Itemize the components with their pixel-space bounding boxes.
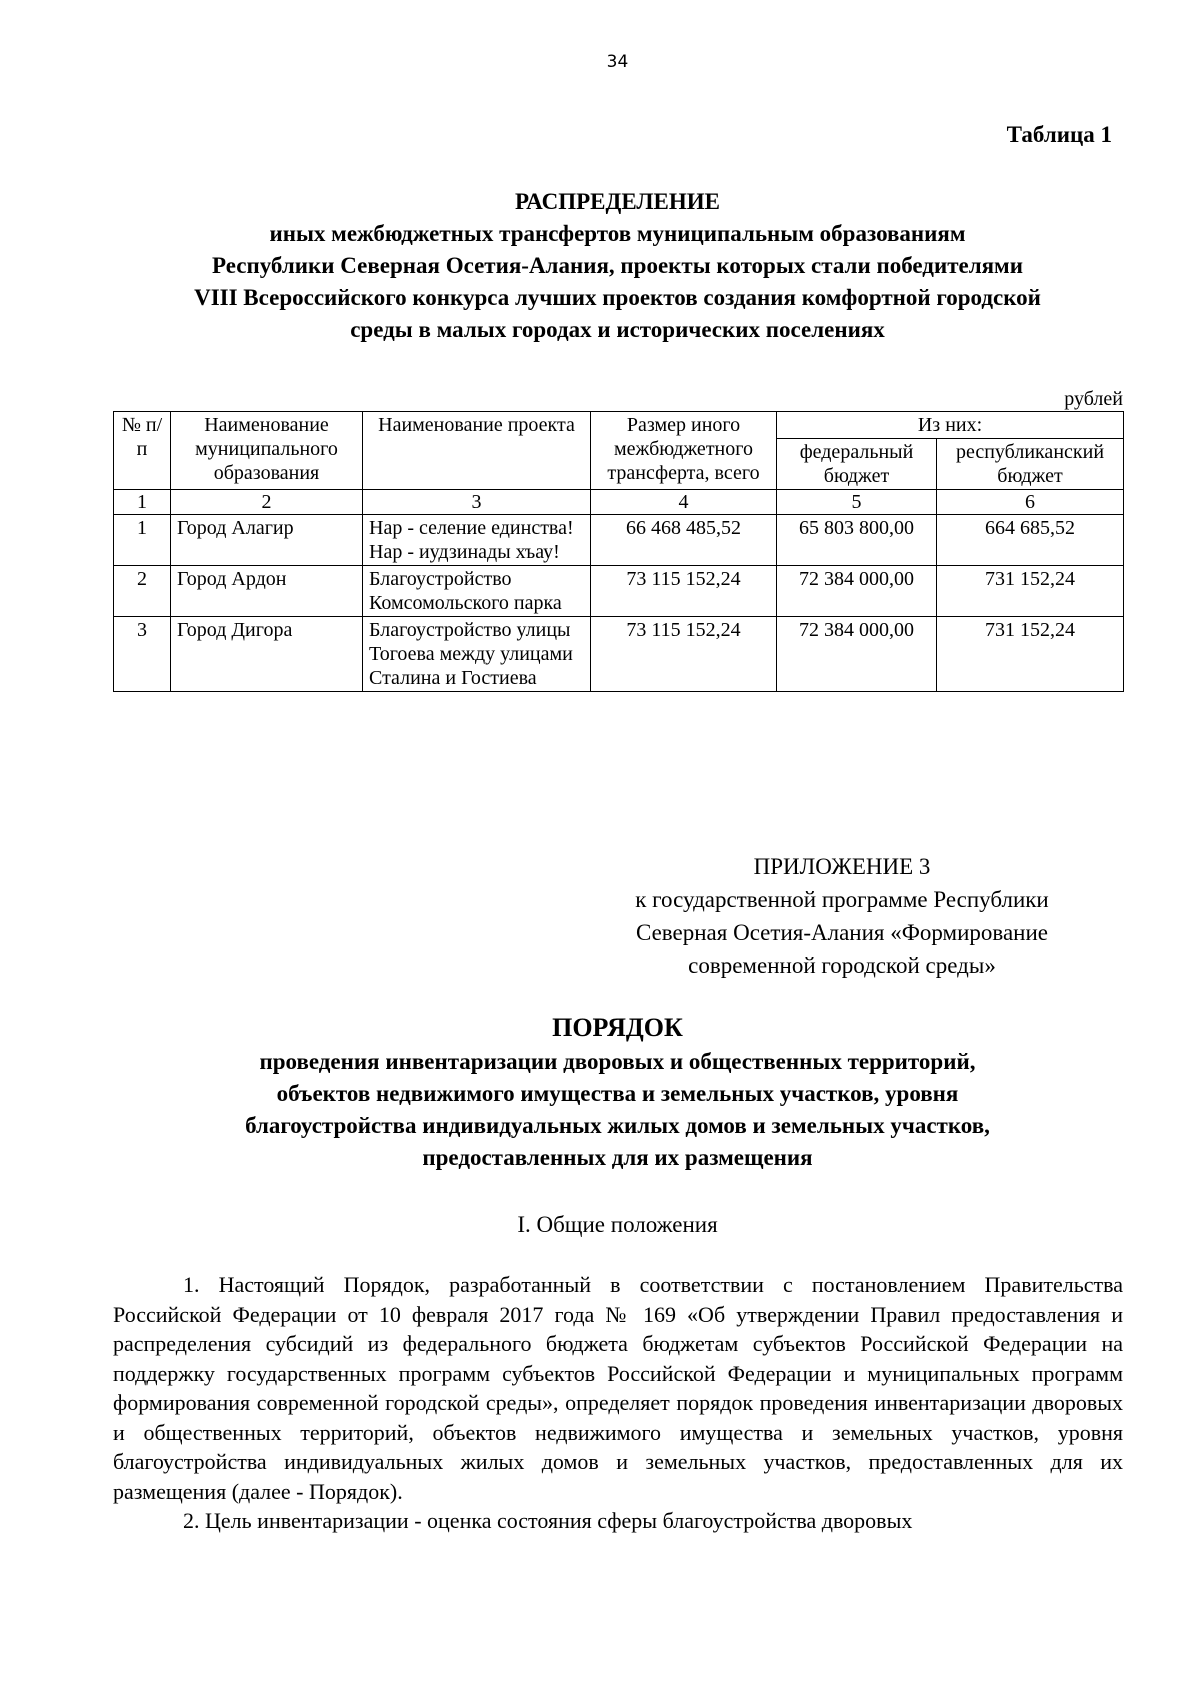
cell-project: Нар - селение единства! Нар - иудзинады хъау!	[363, 515, 591, 566]
index-cell: 6	[937, 490, 1124, 515]
cell-total: 66 468 485,52	[591, 515, 777, 566]
header-municipality: Наименование муниципального образования	[171, 412, 363, 490]
body-text	[113, 1270, 1123, 1536]
table-row	[114, 566, 1124, 617]
cell-total: 73 115 152,24	[591, 617, 777, 692]
cell-federal: 65 803 800,00	[777, 515, 937, 566]
cell-republic: 731 152,24	[937, 566, 1124, 617]
cell-total: 73 115 152,24	[591, 566, 777, 617]
table-row	[114, 515, 1124, 566]
units-label: рублей	[1064, 388, 1123, 410]
appendix-line: современной городской среды»	[688, 953, 996, 978]
distribution-title-line: VIII Всероссийского конкурса лучших проектов создания комфортной городской	[194, 285, 1041, 310]
cell-federal: 72 384 000,00	[777, 566, 937, 617]
cell-project: Благоустройство улицы Тогоева между улицами Сталина и Гостиева	[363, 617, 591, 692]
table-row	[114, 617, 1124, 692]
header-total: Размер иного межбюджетного трансферта, всего	[591, 412, 777, 490]
index-cell: 2	[171, 490, 363, 515]
appendix-block	[562, 850, 1122, 982]
header-num: № п/п	[114, 412, 171, 490]
cell-num: 3	[114, 617, 171, 692]
appendix-line: к государственной программе Республики	[635, 887, 1049, 912]
paragraph: 2. Цель инвентаризации - оценка состояния сферы благоустройства дворовых	[183, 1508, 913, 1533]
order-title	[110, 1010, 1125, 1174]
header-project: Наименование проекта	[363, 412, 591, 490]
header-federal: федеральный бюджет	[777, 439, 937, 490]
index-cell: 3	[363, 490, 591, 515]
distribution-heading: РАСПРЕДЕЛЕНИЕ	[515, 189, 720, 214]
table-header-row	[114, 412, 1124, 439]
distribution-title-line: среды в малых городах и исторических поселениях	[350, 317, 885, 342]
section-title: I. Общие положения	[517, 1212, 718, 1237]
distribution-title-line: Республики Северная Осетия-Алания, проекты которых стали победителями	[212, 253, 1023, 278]
distribution-title-line: иных межбюджетных трансфертов муниципальным образованиям	[269, 221, 966, 246]
index-cell: 4	[591, 490, 777, 515]
order-heading: ПОРЯДОК	[552, 1013, 683, 1042]
index-cell: 1	[114, 490, 171, 515]
cell-municipality: Город Ардон	[171, 566, 363, 617]
table-number: Таблица 1	[1006, 122, 1112, 147]
order-title-line: предоставленных для их размещения	[422, 1145, 813, 1170]
cell-federal: 72 384 000,00	[777, 617, 937, 692]
cell-municipality: Город Дигора	[171, 617, 363, 692]
header-of-them: Из них:	[777, 412, 1124, 439]
cell-num: 2	[114, 566, 171, 617]
index-cell: 5	[777, 490, 937, 515]
paragraph: 1. Настоящий Порядок, разработанный в соответствии с постановлением Правительства Российской Федерации от 10 февраля 2017 года № 169 «Об утверждении Правил предоставления и распределения субсидий из федерального бюджета бюджетам субъектов Российской Федерации на поддержку государственных программ субъектов Российской Федерации и муниципальных программ формирования современной городской среды», определяет порядок проведения инвентаризации дворовых и общественных территорий, объектов недвижимого имущества и земельных участков, уровня благоустройства индивидуальных жилых домов и земельных участков, предоставленных для их размещения (далее - Порядок).	[113, 1272, 1123, 1504]
cell-republic: 731 152,24	[937, 617, 1124, 692]
order-title-line: объектов недвижимого имущества и земельных участков, уровня	[276, 1081, 959, 1106]
header-republic: республиканский бюджет	[937, 439, 1124, 490]
cell-project: Благоустройство Комсомольского парка	[363, 566, 591, 617]
table-index-row	[114, 490, 1124, 515]
cell-republic: 664 685,52	[937, 515, 1124, 566]
cell-municipality: Город Алагир	[171, 515, 363, 566]
order-title-line: благоустройства индивидуальных жилых домов и земельных участков,	[245, 1113, 990, 1138]
page-number: 34	[606, 52, 629, 72]
appendix-line: Северная Осетия-Алания «Формирование	[635, 920, 1049, 945]
cell-num: 1	[114, 515, 171, 566]
distribution-title	[110, 186, 1125, 346]
order-title-line: проведения инвентаризации дворовых и общественных территорий,	[259, 1049, 976, 1074]
appendix-title: ПРИЛОЖЕНИЕ 3	[753, 854, 931, 879]
distribution-table	[113, 411, 1124, 692]
